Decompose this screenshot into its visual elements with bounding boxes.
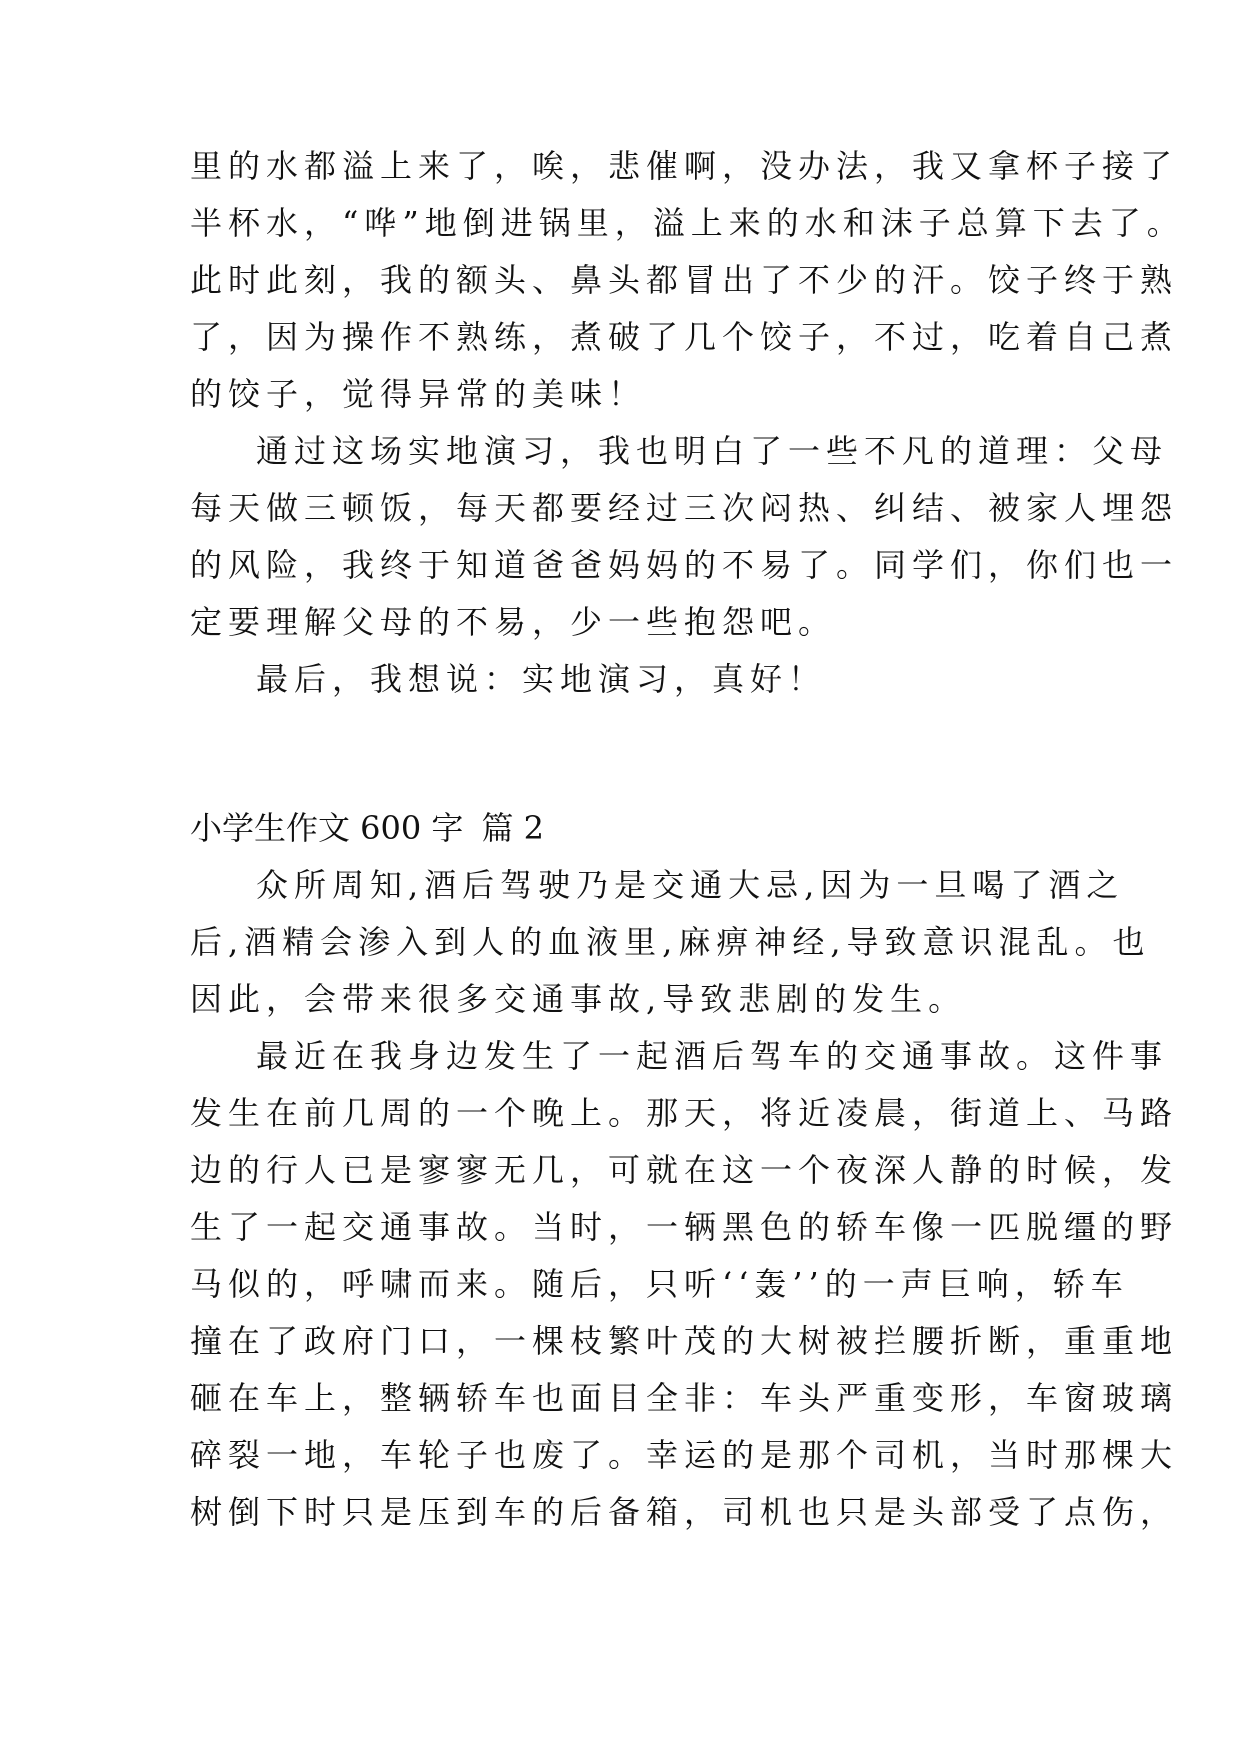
text-line: 撞在了政府门口，一棵枝繁叶茂的大树被拦腰折断，重重地	[190, 1322, 1179, 1360]
text-line: 众所周知,酒后驾驶乃是交通大忌,因为一旦喝了酒之	[256, 866, 1125, 904]
text-line: 马似的，呼啸而来。随后，只听‘‘轰’’的一声巨响，轿车	[190, 1265, 1129, 1303]
text-line: 因此，会带来很多交通事故,导致悲剧的发生。	[190, 980, 967, 1018]
text-line: 里的水都溢上来了，唉，悲催啊，没办法，我又拿杯子接了	[190, 147, 1179, 185]
text-line: 砸在车上，整辆轿车也面目全非：车头严重变形，车窗玻璃	[190, 1379, 1179, 1417]
section-heading	[190, 808, 544, 848]
text-line: 每天做三顿饭，每天都要经过三次闷热、纠结、被家人埋怨	[190, 489, 1179, 527]
text-line: 此时此刻，我的额头、鼻头都冒出了不少的汗。饺子终于熟	[190, 261, 1179, 299]
text-line: 生了一起交通事故。当时，一辆黑色的轿车像一匹脱缰的野	[190, 1208, 1179, 1246]
text-line: 后,酒精会渗入到人的血液里,麻痹神经,导致意识混乱。也	[190, 923, 1151, 961]
text-line: 最后，我想说：实地演习，真好！	[256, 660, 827, 698]
text-line: 了，因为操作不熟练，煮破了几个饺子，不过，吃着自己煮	[190, 318, 1179, 356]
text-line: 树倒下时只是压到车的后备箱，司机也只是头部受了点伤，	[190, 1493, 1179, 1531]
text-line: 的风险，我终于知道爸爸妈妈的不易了。同学们，你们也一	[190, 546, 1179, 584]
text-line: 碎裂一地，车轮子也废了。幸运的是那个司机，当时那棵大	[190, 1436, 1179, 1474]
text-line: 的饺子，觉得异常的美味！	[190, 375, 647, 413]
text-line: 边的行人已是寥寥无几，可就在这一个夜深人静的时候，发	[190, 1151, 1179, 1189]
text-line: 定要理解父母的不易，少一些抱怨吧。	[190, 603, 837, 641]
section-number: 篇 2	[481, 809, 544, 847]
text-line: 通过这场实地演习，我也明白了一些不凡的道理：父母	[256, 432, 1169, 470]
text-line: 半杯水，“哗”地倒进锅里，溢上来的水和沫子总算下去了。	[190, 204, 1185, 242]
text-line: 发生在前几周的一个晚上。那天，将近凌晨，街道上、马路	[190, 1094, 1179, 1132]
text-line: 最近在我身边发生了一起酒后驾车的交通事故。这件事	[256, 1037, 1169, 1075]
section-title: 小学生作文 600 字	[190, 809, 464, 847]
